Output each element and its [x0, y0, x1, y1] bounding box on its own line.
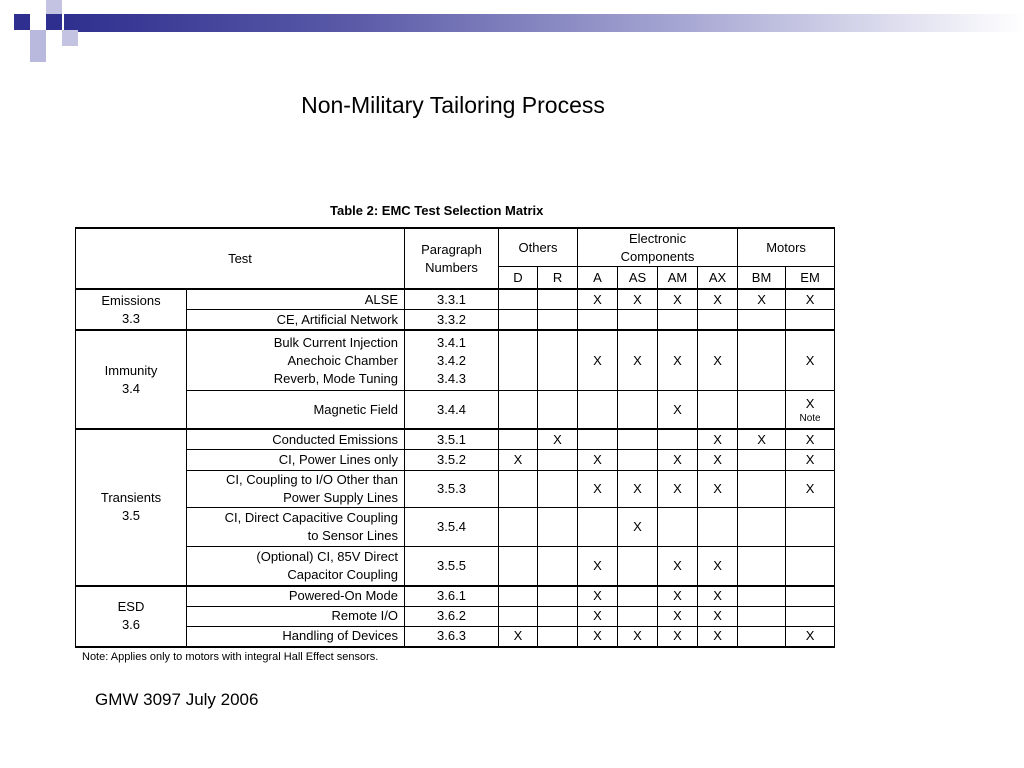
- mark: X: [673, 557, 682, 573]
- paragraph-number: 3.6.3: [405, 626, 499, 647]
- mark-cell: [499, 606, 538, 626]
- mark-cell: [738, 390, 786, 429]
- mark-cell: [738, 508, 786, 547]
- mark-cell: [538, 606, 578, 626]
- mark: X: [805, 291, 815, 307]
- decor-square: [62, 30, 78, 46]
- mark: X: [713, 431, 722, 447]
- mark-cell: [658, 626, 698, 647]
- mark-cell: [698, 330, 738, 390]
- mark-cell: [658, 330, 698, 390]
- mark-cell: [538, 470, 578, 508]
- mark-cell: [786, 310, 835, 330]
- decor-square: [14, 14, 30, 30]
- table-row: [76, 586, 835, 606]
- table-row: [76, 626, 835, 647]
- mark-cell: [578, 508, 618, 547]
- mark-cell: [786, 390, 835, 429]
- mark-cell: [538, 450, 578, 470]
- table-row: [76, 508, 835, 547]
- mark: X: [713, 481, 722, 497]
- mark-cell: [538, 289, 578, 309]
- mark: X: [633, 481, 642, 497]
- mark-cell: [698, 429, 738, 449]
- mark: X: [713, 588, 722, 604]
- mark-cell: [618, 606, 658, 626]
- mark: X: [593, 291, 602, 307]
- mark: X: [757, 431, 766, 447]
- table-row: [76, 310, 835, 330]
- mark: X: [805, 352, 815, 368]
- mark-cell: [786, 547, 835, 586]
- mark-cell: [499, 586, 538, 606]
- mark: X: [673, 481, 682, 497]
- mark: X: [673, 291, 682, 307]
- mark-cell: [786, 450, 835, 470]
- group-label-emissions: Emissions 3.3: [76, 289, 187, 330]
- mark-cell: [698, 508, 738, 547]
- mark: X: [713, 557, 722, 573]
- mark: X: [757, 291, 766, 307]
- test-name: (Optional) CI, 85V Direct Capacitor Coupling: [187, 547, 405, 586]
- mark-cell: [786, 586, 835, 606]
- mark-cell: [578, 289, 618, 309]
- mark-cell: [658, 586, 698, 606]
- mark: X: [673, 608, 682, 624]
- mark-cell: [738, 310, 786, 330]
- mark-cell: [538, 586, 578, 606]
- table-row: [76, 547, 835, 586]
- paragraph-number: 3.4.4: [405, 390, 499, 429]
- mark-cell: [499, 289, 538, 309]
- test-name: CI, Direct Capacitive Coupling to Sensor Lines: [187, 508, 405, 547]
- table-row: [76, 470, 835, 508]
- column-header: D: [499, 267, 538, 289]
- mark: X: [713, 291, 722, 307]
- mark-cell: [658, 470, 698, 508]
- mark: X: [593, 628, 602, 644]
- decor-square: [30, 46, 46, 62]
- mark: X: [633, 352, 642, 368]
- mark: X: [673, 588, 682, 604]
- mark-cell: [698, 606, 738, 626]
- group-label-immunity: Immunity 3.4: [76, 330, 187, 429]
- column-header: AS: [618, 267, 658, 289]
- column-header: AM: [658, 267, 698, 289]
- mark-cell: [578, 547, 618, 586]
- mark-cell: [698, 289, 738, 309]
- slide-title: Non-Military Tailoring Process: [301, 92, 605, 118]
- mark-cell: [738, 330, 786, 390]
- mark: X: [593, 481, 602, 497]
- mark-cell: [538, 390, 578, 429]
- mark-cell: [658, 429, 698, 449]
- mark: X: [805, 481, 815, 497]
- decor-square: [46, 14, 62, 30]
- test-name: Conducted Emissions: [187, 429, 405, 449]
- mark-cell: [786, 470, 835, 508]
- mark: X: [593, 588, 602, 604]
- mark-cell: [698, 586, 738, 606]
- mark-cell: [618, 586, 658, 606]
- mark-cell: [658, 390, 698, 429]
- header-test: Test: [76, 228, 405, 289]
- mark-cell: [738, 626, 786, 647]
- mark-cell: [618, 626, 658, 647]
- mark-cell: [499, 470, 538, 508]
- mark-cell: [578, 390, 618, 429]
- mark-cell: [658, 450, 698, 470]
- mark-cell: [786, 330, 835, 390]
- mark-cell: [658, 547, 698, 586]
- paragraph-number: 3.5.4: [405, 508, 499, 547]
- mark-cell: [499, 626, 538, 647]
- mark-cell: [499, 450, 538, 470]
- mark-cell: [738, 470, 786, 508]
- mark: X: [673, 401, 682, 417]
- mark: X: [513, 628, 523, 644]
- header-gradient-band: [64, 14, 1024, 32]
- mark-cell: [618, 470, 658, 508]
- paragraph-number: 3.5.5: [405, 547, 499, 586]
- column-header: BM: [738, 267, 786, 289]
- paragraph-number: 3.4.1 3.4.2 3.4.3: [405, 330, 499, 390]
- mark: X: [713, 608, 722, 624]
- column-header: R: [538, 267, 578, 289]
- mark-cell: [698, 450, 738, 470]
- mark-cell: [618, 310, 658, 330]
- emc-test-matrix: [75, 227, 835, 648]
- mark-cell: [499, 508, 538, 547]
- column-header: AX: [698, 267, 738, 289]
- paragraph-number: 3.6.2: [405, 606, 499, 626]
- note-marker: Note: [799, 412, 821, 424]
- test-name: Bulk Current Injection Anechoic Chamber Reverb, Mode Tuning: [187, 330, 405, 390]
- mark-cell: [578, 330, 618, 390]
- mark: X: [805, 628, 815, 644]
- header-motors: Motors: [738, 228, 835, 267]
- mark: X: [553, 431, 562, 447]
- mark: X: [805, 395, 815, 411]
- mark: X: [633, 291, 642, 307]
- mark: X: [633, 519, 642, 535]
- mark-cell: [499, 547, 538, 586]
- mark-cell: [538, 310, 578, 330]
- mark: X: [673, 628, 682, 644]
- mark: X: [805, 431, 815, 447]
- mark: X: [713, 352, 722, 368]
- mark-cell: [618, 429, 658, 449]
- mark-cell: [538, 626, 578, 647]
- mark-cell: [618, 330, 658, 390]
- decor-square: [30, 30, 46, 46]
- mark: X: [713, 628, 722, 644]
- mark-cell: [658, 606, 698, 626]
- mark-cell: [738, 547, 786, 586]
- mark-cell: [578, 470, 618, 508]
- mark-cell: [538, 330, 578, 390]
- mark-cell: [538, 429, 578, 449]
- test-name: Magnetic Field: [187, 390, 405, 429]
- mark-cell: [658, 289, 698, 309]
- paragraph-number: 3.3.2: [405, 310, 499, 330]
- mark: X: [805, 451, 815, 467]
- table-row: [76, 390, 835, 429]
- table-row: [76, 429, 835, 449]
- mark-cell: [738, 606, 786, 626]
- table-row: [76, 289, 835, 309]
- paragraph-number: 3.5.1: [405, 429, 499, 449]
- mark-cell: [618, 508, 658, 547]
- mark-cell: [618, 390, 658, 429]
- mark-cell: [499, 390, 538, 429]
- mark: X: [713, 451, 722, 467]
- mark-cell: [738, 586, 786, 606]
- header-electronic-components: Electronic Components: [578, 228, 738, 267]
- table-row: [76, 330, 835, 390]
- mark-cell: [578, 310, 618, 330]
- mark-cell: [738, 289, 786, 309]
- header-paragraph-numbers: Paragraph Numbers: [405, 228, 499, 289]
- mark: X: [593, 608, 602, 624]
- mark-cell: [499, 429, 538, 449]
- group-label-esd: ESD 3.6: [76, 586, 187, 647]
- mark-cell: [698, 310, 738, 330]
- column-header: A: [578, 267, 618, 289]
- paragraph-number: 3.6.1: [405, 586, 499, 606]
- mark-cell: [786, 508, 835, 547]
- header-others: Others: [499, 228, 578, 267]
- mark-cell: [578, 429, 618, 449]
- test-name: CI, Power Lines only: [187, 450, 405, 470]
- mark-cell: [698, 470, 738, 508]
- paragraph-number: 3.5.3: [405, 470, 499, 508]
- mark: X: [673, 451, 682, 467]
- mark-cell: [698, 547, 738, 586]
- mark: X: [673, 352, 682, 368]
- mark-cell: [786, 626, 835, 647]
- mark-cell: [698, 626, 738, 647]
- mark: X: [633, 628, 642, 644]
- mark: X: [593, 451, 602, 467]
- mark-cell: [499, 310, 538, 330]
- mark-cell: [738, 450, 786, 470]
- test-name: Handling of Devices: [187, 626, 405, 647]
- mark-cell: [578, 626, 618, 647]
- mark: X: [513, 451, 523, 467]
- test-name: CI, Coupling to I/O Other than Power Supply Lines: [187, 470, 405, 508]
- mark-cell: [786, 289, 835, 309]
- paragraph-number: 3.3.1: [405, 289, 499, 309]
- table-row: [76, 450, 835, 470]
- header-decoration: [0, 0, 1024, 62]
- slide-footer: GMW 3097 July 2006: [95, 690, 259, 709]
- mark-cell: [499, 330, 538, 390]
- mark: X: [593, 557, 602, 573]
- table-caption: Table 2: EMC Test Selection Matrix: [330, 203, 544, 218]
- paragraph-number: 3.5.2: [405, 450, 499, 470]
- mark-cell: [658, 310, 698, 330]
- mark-cell: [538, 508, 578, 547]
- group-label-transients: Transients 3.5: [76, 429, 187, 585]
- test-name: Powered-On Mode: [187, 586, 405, 606]
- table-row: [76, 606, 835, 626]
- mark-cell: [786, 606, 835, 626]
- column-header: EM: [786, 267, 835, 289]
- mark-cell: [578, 606, 618, 626]
- mark-cell: [658, 508, 698, 547]
- mark-cell: [538, 547, 578, 586]
- mark-cell: [618, 289, 658, 309]
- mark-cell: [618, 547, 658, 586]
- mark-cell: [738, 429, 786, 449]
- mark-cell: [578, 586, 618, 606]
- table-note: Note: Applies only to motors with integral Hall Effect sensors.: [82, 651, 379, 663]
- test-name: ALSE: [187, 289, 405, 309]
- test-name: CE, Artificial Network: [187, 310, 405, 330]
- mark-cell: [786, 429, 835, 449]
- mark-cell: [698, 390, 738, 429]
- mark-cell: [618, 450, 658, 470]
- test-name: Remote I/O: [187, 606, 405, 626]
- mark-cell: [578, 450, 618, 470]
- mark: X: [593, 352, 602, 368]
